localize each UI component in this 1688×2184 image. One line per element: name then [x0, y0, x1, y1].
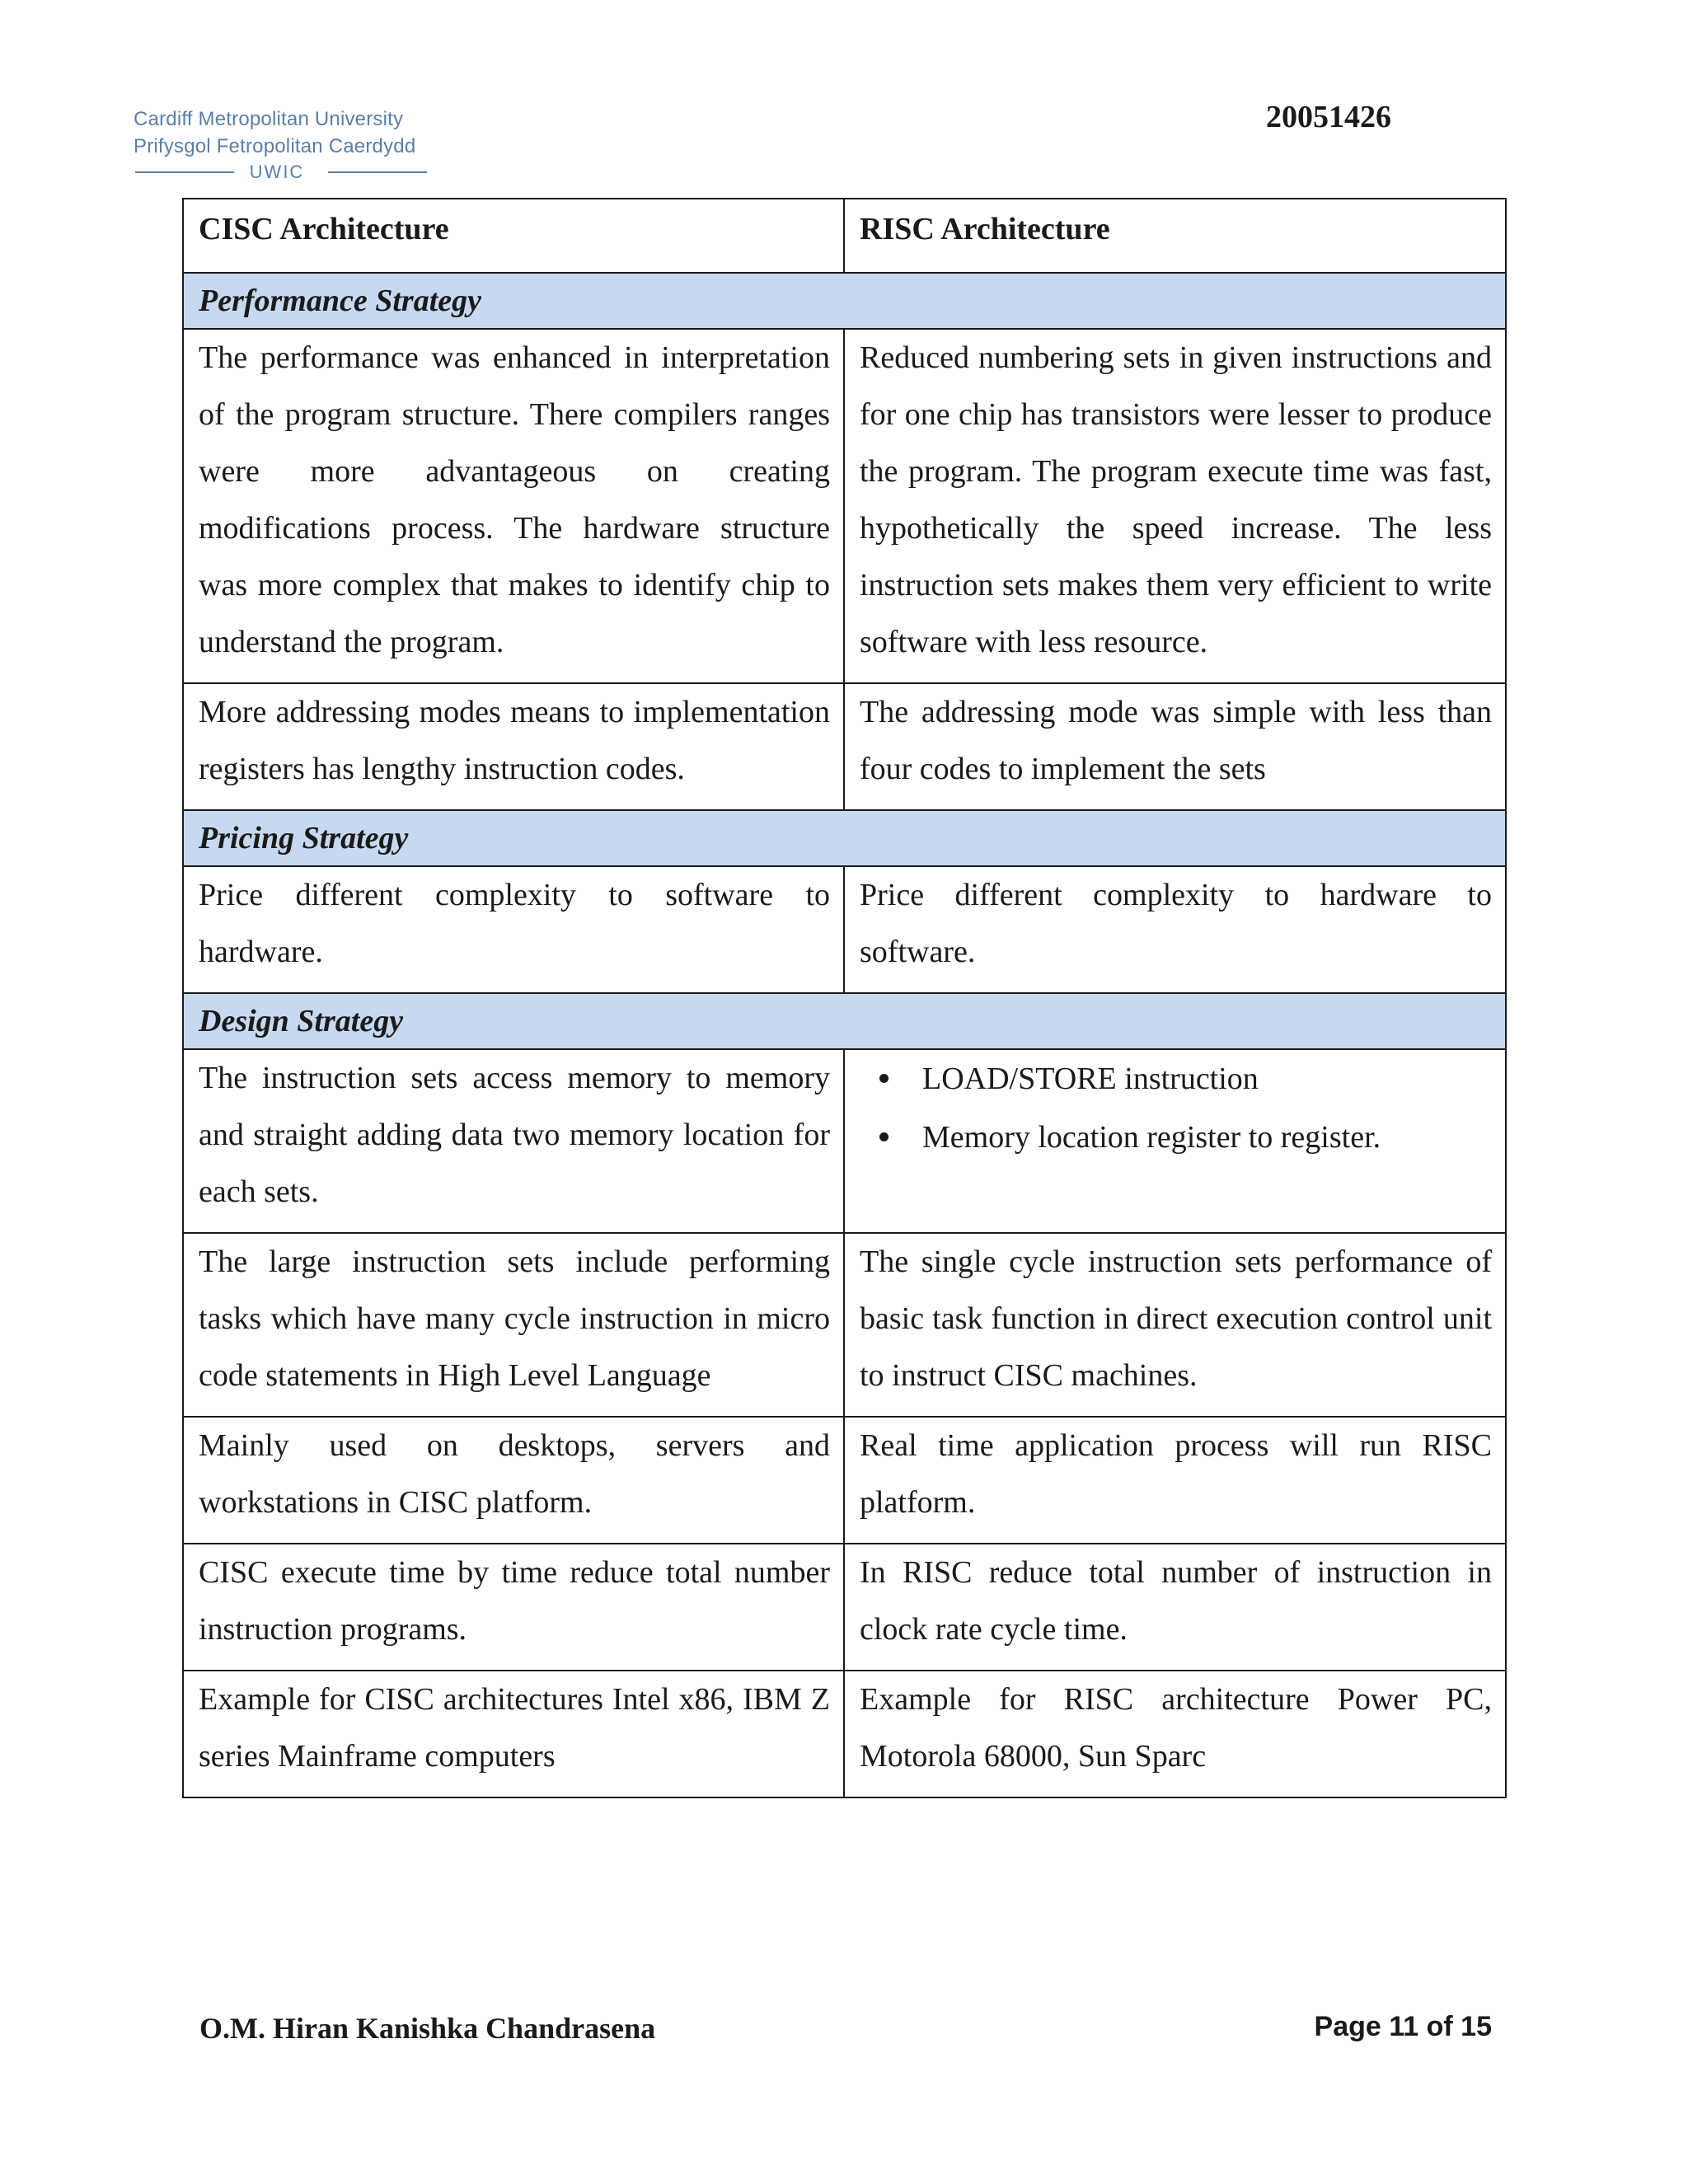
logo-mark: UWIC [249, 162, 305, 182]
logo-rule-left [135, 171, 234, 173]
logo-rule [134, 162, 427, 181]
bullet-icon [879, 1132, 889, 1141]
risc-bullet-list [860, 1050, 1492, 1167]
section-row [183, 993, 1506, 1049]
logo-line-english: Cardiff Metropolitan University [134, 108, 404, 130]
section-performance-strategy: Performance Strategy [183, 273, 1506, 329]
table-header-row [183, 199, 1506, 273]
cisc-cell: More addressing modes means to implementation registers has lengthy instruction codes. [183, 683, 844, 810]
footer-author: O.M. Hiran Kanishka Chandrasena [199, 2012, 656, 2045]
bullet-item [903, 1108, 1492, 1167]
cisc-cell: The performance was enhanced in interpretation of the program structure. There compilers ranges were more advantageous on creating modifications process. The hardware structure was more complex that makes to identify chip to understand the program. [183, 329, 844, 683]
bullet-item [903, 1050, 1492, 1108]
section-row [183, 273, 1506, 329]
logo-line-welsh: Prifysgol Fetropolitan Caerdydd [134, 135, 416, 157]
table-row [183, 1049, 1506, 1233]
bullet-text: LOAD/STORE instruction [922, 1062, 1259, 1096]
cisc-cell: The instruction sets access memory to memory and straight adding data two memory location for each sets. [183, 1049, 844, 1233]
section-design-strategy: Design Strategy [183, 993, 1506, 1049]
risc-cell: Example for RISC architecture Power PC, Motorola 68000, Sun Sparc [844, 1671, 1506, 1797]
footer-page-number: Page 11 of 15 [1314, 2011, 1492, 2042]
cisc-cell: Example for CISC architectures Intel x86, IBM Z series Mainframe computers [183, 1671, 844, 1797]
risc-cell: Reduced numbering sets in given instructions and for one chip has transistors were lesser to produce the program. The program execute time was fast, hypothetically the speed increase. The less instruction sets makes them very efficient to write software with less resource. [844, 329, 1506, 683]
table-row [183, 683, 1506, 810]
logo-rule-right [328, 171, 427, 173]
table-row [183, 1417, 1506, 1544]
table-row [183, 1544, 1506, 1671]
bullet-text: Memory location register to register. [922, 1120, 1381, 1155]
risc-cell: The addressing mode was simple with less than four codes to implement the sets [844, 683, 1506, 810]
table-row [183, 329, 1506, 683]
table-row [183, 1233, 1506, 1417]
cisc-cell: Mainly used on desktops, servers and workstations in CISC platform. [183, 1417, 844, 1544]
column-header-risc: RISC Architecture [844, 199, 1506, 273]
risc-cell: In RISC reduce total number of instruction in clock rate cycle time. [844, 1544, 1506, 1671]
cisc-cell: CISC execute time by time reduce total number instruction programs. [183, 1544, 844, 1671]
comparison-table [182, 198, 1507, 1798]
risc-cell: Real time application process will run RISC platform. [844, 1417, 1506, 1544]
risc-cell [844, 1049, 1506, 1233]
table-row [183, 866, 1506, 993]
cisc-cell: Price different complexity to software to hardware. [183, 866, 844, 993]
table-row [183, 1671, 1506, 1797]
risc-cell: The single cycle instruction sets performance of basic task function in direct execution control unit to instruct CISC machines. [844, 1233, 1506, 1417]
column-header-cisc: CISC Architecture [183, 199, 844, 273]
university-logo [134, 105, 427, 185]
bullet-icon [879, 1074, 889, 1083]
section-row [183, 810, 1506, 866]
risc-cell: Price different complexity to hardware to software. [844, 866, 1506, 993]
student-id: 20051426 [1266, 100, 1391, 134]
cisc-cell: The large instruction sets include performing tasks which have many cycle instruction in micro code statements in High Level Language [183, 1233, 844, 1417]
section-pricing-strategy: Pricing Strategy [183, 810, 1506, 866]
